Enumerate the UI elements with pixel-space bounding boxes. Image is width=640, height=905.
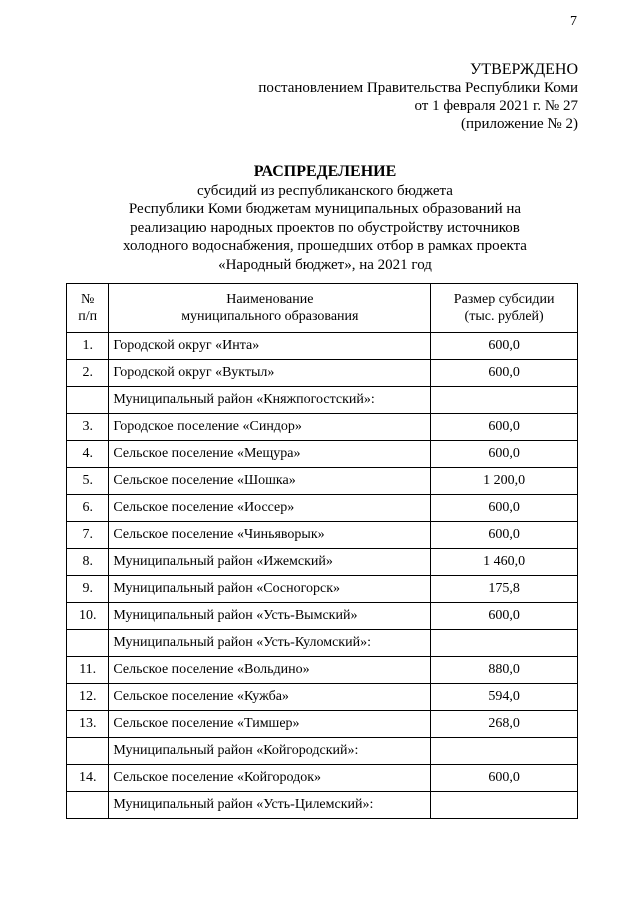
cell-num <box>67 387 109 414</box>
cell-name: Муниципальный район «Усть-Цилемский»: <box>109 792 431 819</box>
cell-name: Сельское поселение «Шошка» <box>109 468 431 495</box>
cell-name: Сельское поселение «Кужба» <box>109 684 431 711</box>
cell-num: 2. <box>67 360 109 387</box>
header-text: Наименование <box>226 292 314 307</box>
cell-num: 7. <box>67 522 109 549</box>
cell-amount: 600,0 <box>431 603 578 630</box>
table-row <box>67 522 578 549</box>
document-subtitle-line: «Народный бюджет», на 2021 год <box>218 256 432 273</box>
cell-num: 11. <box>67 657 109 684</box>
approval-line: постановлением Правительства Республики Коми <box>258 80 578 96</box>
cell-name: Сельское поселение «Чиньяворык» <box>109 522 431 549</box>
table-row <box>67 468 578 495</box>
cell-num: 1. <box>67 333 109 360</box>
header-amount <box>431 284 578 333</box>
cell-num: 9. <box>67 576 109 603</box>
table-row <box>67 549 578 576</box>
approval-heading: УТВЕРЖДЕНО <box>469 61 578 78</box>
cell-name: Сельское поселение «Мещура» <box>109 441 431 468</box>
cell-amount: 175,8 <box>431 576 578 603</box>
cell-num <box>67 630 109 657</box>
header-text: (тыс. рублей) <box>464 309 544 324</box>
table-row <box>67 441 578 468</box>
approval-line: (приложение № 2) <box>460 116 578 132</box>
cell-name: Муниципальный район «Княжпогостский»: <box>109 387 431 414</box>
page-number: 7 <box>570 14 577 29</box>
cell-num <box>67 792 109 819</box>
cell-num: 10. <box>67 603 109 630</box>
cell-amount: 600,0 <box>431 333 578 360</box>
header-text: п/п <box>78 309 98 324</box>
header-num <box>67 284 109 333</box>
cell-amount: 1 200,0 <box>431 468 578 495</box>
table-row <box>67 360 578 387</box>
document-subtitle-line: Республики Коми бюджетам муниципальных образований на <box>128 201 522 217</box>
cell-amount <box>431 792 578 819</box>
document-title-block <box>120 163 530 274</box>
cell-num: 6. <box>67 495 109 522</box>
header-name <box>109 284 431 333</box>
table-row <box>67 711 578 738</box>
cell-name: Сельское поселение «Иоссер» <box>109 495 431 522</box>
header-text: № <box>81 292 95 307</box>
cell-name: Сельское поселение «Вольдино» <box>109 657 431 684</box>
cell-amount: 268,0 <box>431 711 578 738</box>
approval-stamp <box>258 61 578 133</box>
cell-amount <box>431 387 578 414</box>
cell-name: Сельское поселение «Тимшер» <box>109 711 431 738</box>
document-title: РАСПРЕДЕЛЕНИЕ <box>253 163 397 180</box>
cell-name: Городское поселение «Синдор» <box>109 414 431 441</box>
cell-name: Муниципальный район «Ижемский» <box>109 549 431 576</box>
cell-amount <box>431 630 578 657</box>
cell-num: 13. <box>67 711 109 738</box>
header-text: Размер субсидии <box>453 292 555 307</box>
table-header-row <box>67 284 578 333</box>
cell-amount: 594,0 <box>431 684 578 711</box>
cell-amount: 880,0 <box>431 657 578 684</box>
cell-name: Муниципальный район «Усть-Вымский» <box>109 603 431 630</box>
table-row <box>67 387 578 414</box>
table-row <box>67 792 578 819</box>
cell-amount: 600,0 <box>431 414 578 441</box>
cell-amount: 600,0 <box>431 522 578 549</box>
cell-num: 5. <box>67 468 109 495</box>
table-row <box>67 738 578 765</box>
cell-name: Городской округ «Вуктыл» <box>109 360 431 387</box>
cell-name: Сельское поселение «Койгородок» <box>109 765 431 792</box>
table-row <box>67 333 578 360</box>
cell-amount <box>431 738 578 765</box>
table-row <box>67 630 578 657</box>
document-subtitle-line: субсидий из республиканского бюджета <box>197 182 453 199</box>
table-row <box>67 414 578 441</box>
cell-name: Муниципальный район «Усть-Куломский»: <box>109 630 431 657</box>
cell-num: 12. <box>67 684 109 711</box>
header-text: муниципального образования <box>181 309 359 324</box>
cell-amount: 600,0 <box>431 360 578 387</box>
table-row <box>67 576 578 603</box>
cell-name: Городской округ «Инта» <box>109 333 431 360</box>
cell-num <box>67 738 109 765</box>
cell-num: 8. <box>67 549 109 576</box>
table-row <box>67 684 578 711</box>
cell-name: Муниципальный район «Койгородский»: <box>109 738 431 765</box>
approval-line: от 1 февраля 2021 г. № 27 <box>414 98 578 114</box>
cell-amount: 600,0 <box>431 441 578 468</box>
table-row <box>67 495 578 522</box>
table-row <box>67 765 578 792</box>
cell-num: 4. <box>67 441 109 468</box>
cell-amount: 1 460,0 <box>431 549 578 576</box>
cell-name: Муниципальный район «Сосногорск» <box>109 576 431 603</box>
table-row <box>67 657 578 684</box>
document-subtitle-line: холодного водоснабжения, прошедших отбор в рамках проекта <box>123 238 527 254</box>
cell-num: 3. <box>67 414 109 441</box>
cell-num: 14. <box>67 765 109 792</box>
table-row <box>67 603 578 630</box>
subsidy-table <box>66 283 578 819</box>
cell-amount: 600,0 <box>431 765 578 792</box>
document-subtitle-line: реализацию народных проектов по обустройству источников <box>130 219 520 236</box>
cell-amount: 600,0 <box>431 495 578 522</box>
